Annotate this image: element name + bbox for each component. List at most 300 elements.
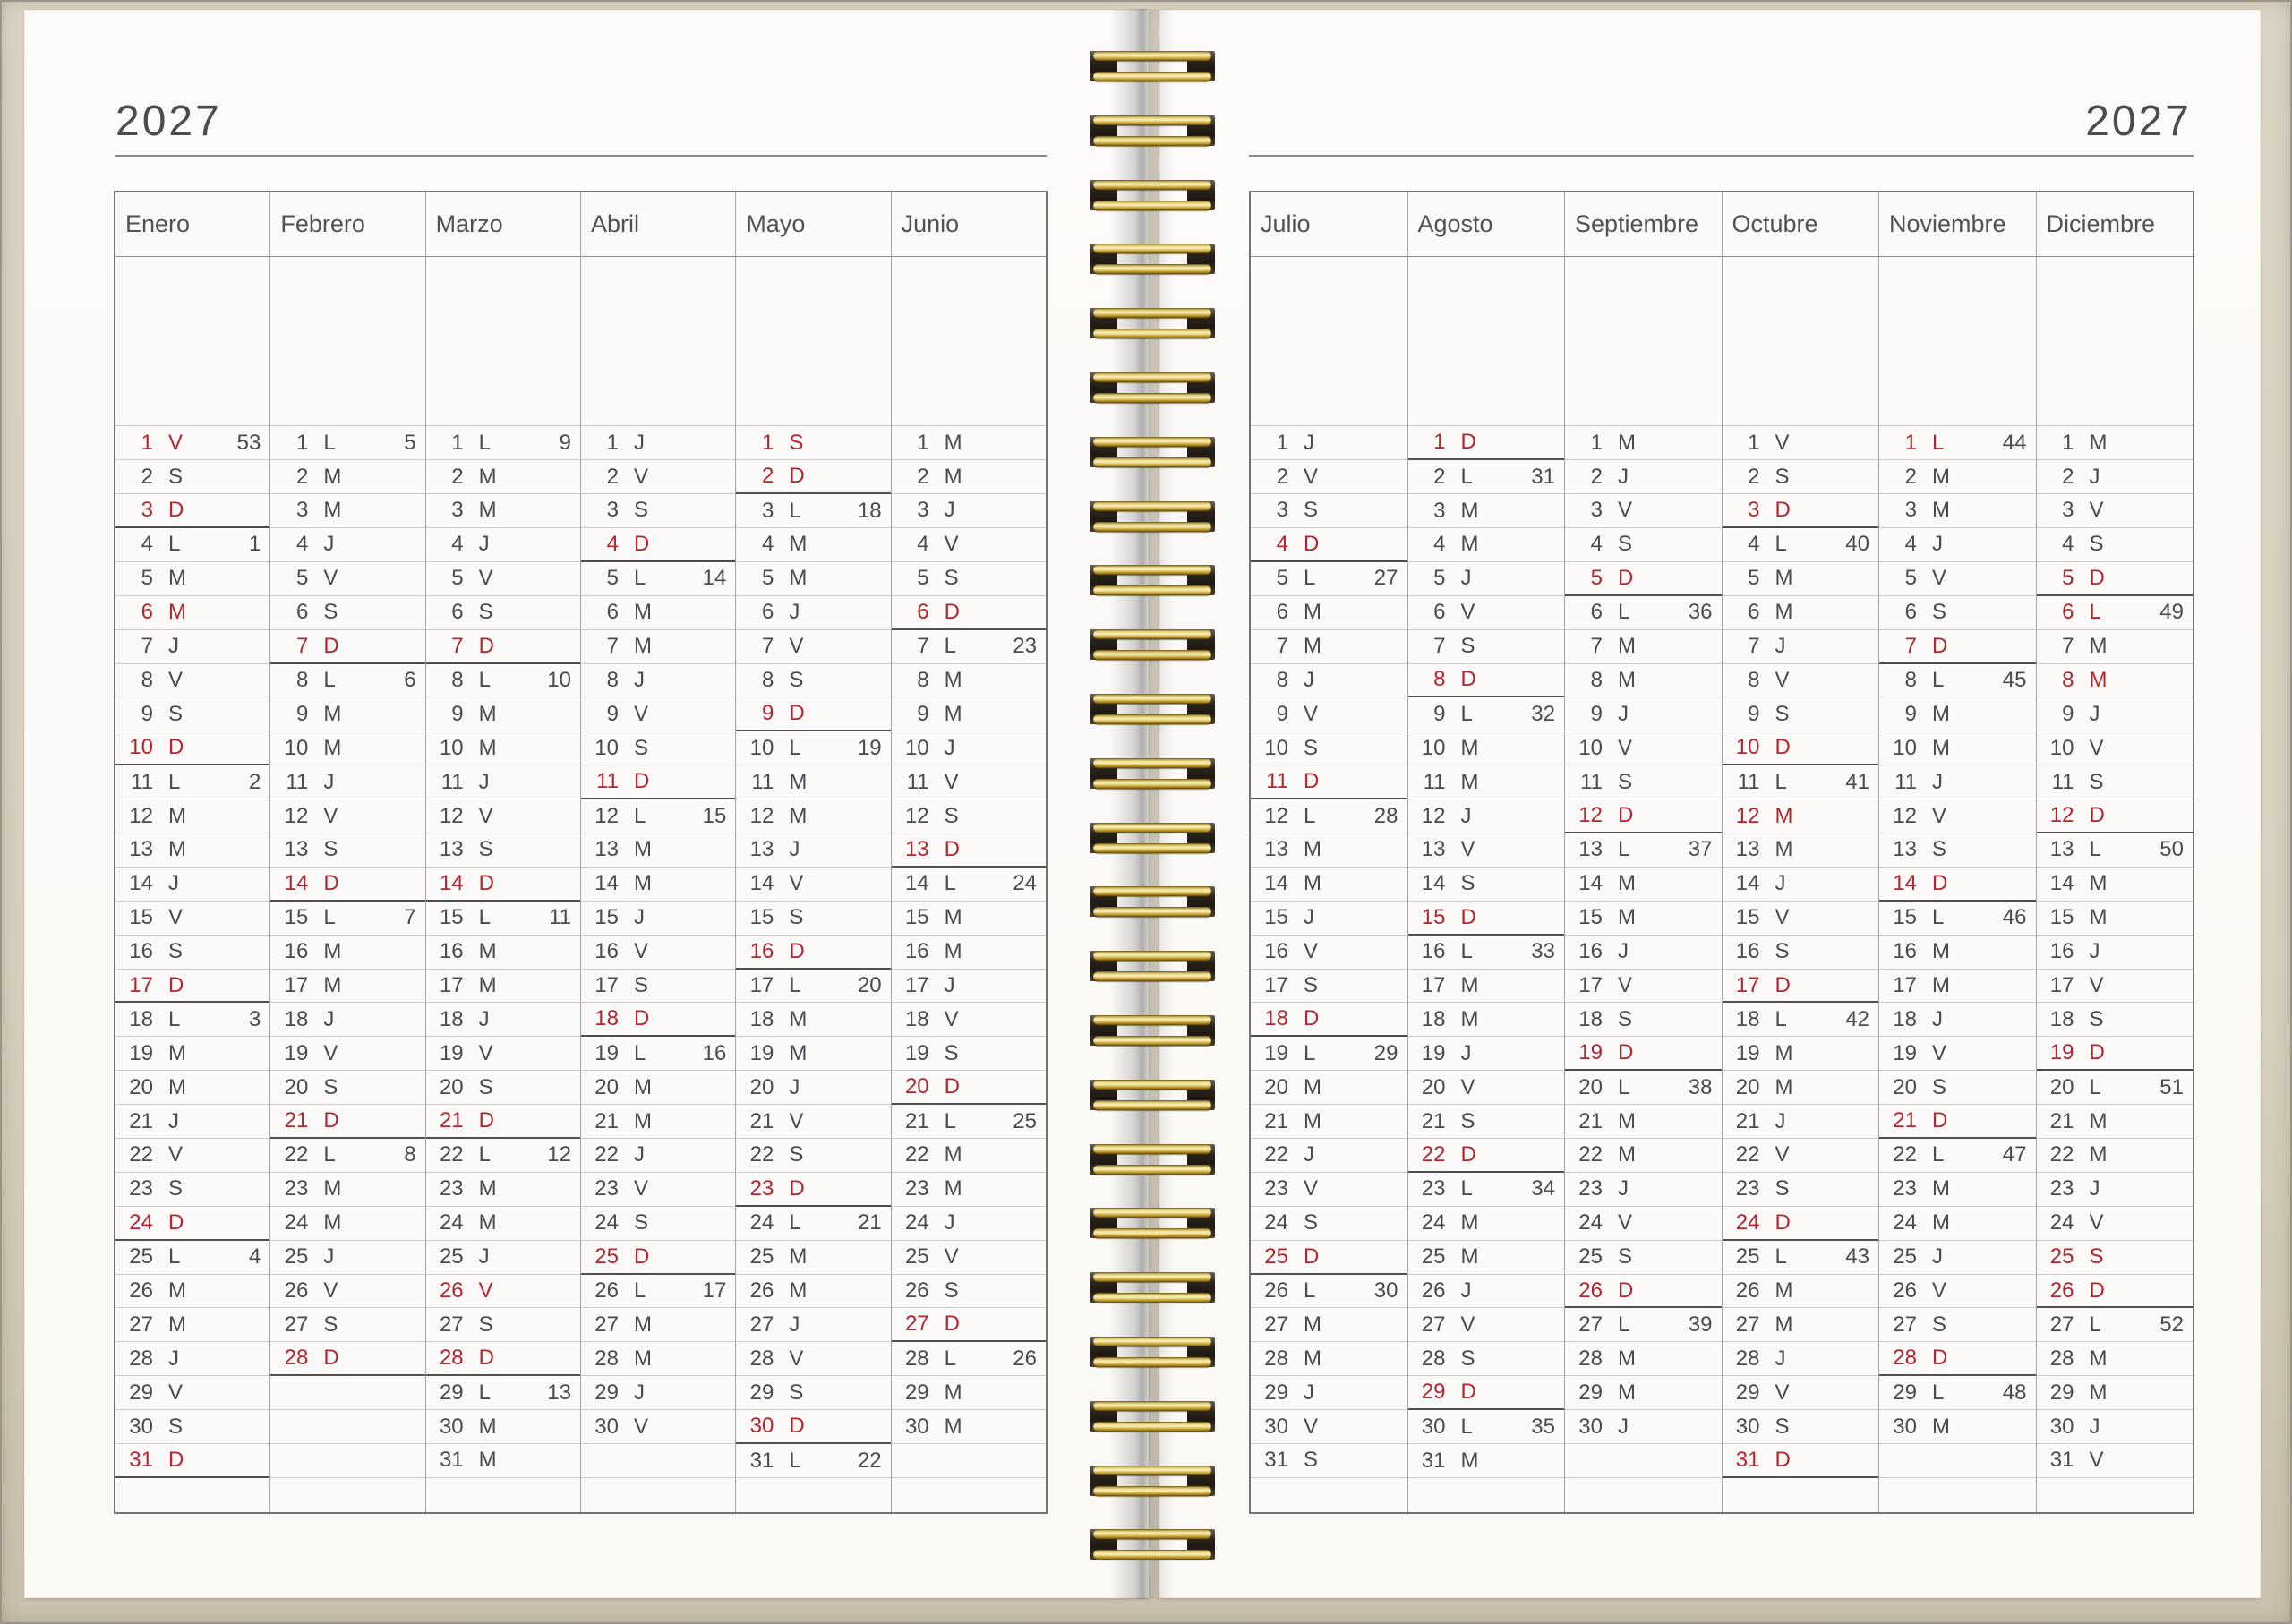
week-number: 24 bbox=[1013, 871, 1037, 896]
column-filler-row bbox=[892, 1478, 1046, 1512]
day-number: 16 bbox=[749, 938, 774, 963]
weekday-letter: V bbox=[633, 701, 648, 726]
day-number: 17 bbox=[594, 972, 619, 997]
weekday-letter: L bbox=[323, 430, 336, 455]
day-row bbox=[581, 1139, 735, 1173]
weekday-letter: S bbox=[2089, 769, 2104, 794]
day-number: 1 bbox=[451, 430, 464, 455]
day-number: 3 bbox=[1590, 498, 1603, 523]
day-number: 7 bbox=[1748, 634, 1760, 659]
day-number: 28 bbox=[2049, 1346, 2074, 1371]
day-row bbox=[1723, 1308, 1879, 1342]
day-number: 31 bbox=[1264, 1448, 1288, 1473]
weekday-letter: S bbox=[1932, 600, 1947, 625]
day-number: 5 bbox=[141, 566, 153, 591]
weekday-letter: M bbox=[1775, 803, 1793, 828]
day-row bbox=[1723, 596, 1879, 630]
weekday-letter: M bbox=[789, 1040, 808, 1065]
weekday-letter: M bbox=[633, 600, 652, 625]
day-number: 28 bbox=[284, 1346, 309, 1371]
day-number: 25 bbox=[904, 1244, 929, 1269]
column-filler-row bbox=[1723, 1478, 1879, 1512]
day-row bbox=[1251, 731, 1407, 765]
month-notes-area bbox=[1408, 257, 1565, 426]
day-row bbox=[115, 731, 269, 765]
weekday-letter: M bbox=[1460, 498, 1479, 523]
weekday-letter: J bbox=[1460, 803, 1472, 828]
weekday-letter: S bbox=[944, 1278, 959, 1303]
day-number: 10 bbox=[129, 735, 153, 760]
weekday-letter: M bbox=[1460, 1210, 1479, 1235]
week-number: 14 bbox=[702, 566, 727, 591]
weekday-letter: L bbox=[478, 430, 492, 455]
day-row bbox=[1408, 1241, 1565, 1275]
day-row bbox=[1408, 460, 1565, 494]
day-number: 19 bbox=[749, 1040, 774, 1065]
empty-day-row bbox=[270, 1444, 424, 1478]
day-number: 15 bbox=[284, 905, 309, 930]
day-row bbox=[426, 970, 580, 1004]
day-row bbox=[1879, 1003, 2036, 1037]
day-number: 3 bbox=[1433, 498, 1446, 523]
day-number: 1 bbox=[1904, 430, 1917, 455]
day-number: 15 bbox=[129, 905, 153, 930]
day-number: 16 bbox=[1578, 939, 1603, 964]
day-row bbox=[115, 970, 269, 1004]
day-row bbox=[1408, 426, 1565, 460]
day-number: 31 bbox=[749, 1448, 774, 1473]
day-number: 19 bbox=[129, 1040, 153, 1065]
week-number: 37 bbox=[1688, 837, 1713, 862]
day-row bbox=[892, 765, 1046, 799]
weekday-letter: J bbox=[1618, 464, 1629, 489]
day-row bbox=[270, 902, 424, 936]
week-number: 1 bbox=[248, 532, 261, 557]
day-number: 4 bbox=[2062, 532, 2074, 557]
day-row bbox=[892, 1241, 1046, 1275]
weekday-letter: S bbox=[1460, 1108, 1475, 1133]
weekday-letter: L bbox=[168, 532, 181, 557]
day-row bbox=[1408, 1173, 1565, 1207]
day-number: 18 bbox=[2049, 1006, 2074, 1031]
weekday-letter: J bbox=[2089, 1414, 2100, 1439]
weekday-letter: D bbox=[1775, 1448, 1791, 1472]
week-number: 16 bbox=[702, 1040, 727, 1065]
week-number: 51 bbox=[2159, 1074, 2184, 1099]
day-row bbox=[1565, 1308, 1722, 1342]
day-number: 3 bbox=[917, 498, 929, 523]
day-row bbox=[270, 630, 424, 664]
weekday-letter: J bbox=[478, 769, 490, 794]
day-row bbox=[2037, 664, 2194, 698]
day-number: 10 bbox=[749, 735, 774, 760]
day-row bbox=[736, 630, 890, 664]
day-row bbox=[1408, 799, 1565, 833]
weekday-letter: L bbox=[789, 973, 801, 997]
day-row bbox=[1879, 1173, 2036, 1207]
day-number: 13 bbox=[1735, 837, 1760, 862]
weekday-letter: M bbox=[1932, 498, 1950, 523]
weekday-letter: J bbox=[1618, 1176, 1629, 1201]
weekday-letter: L bbox=[1304, 1278, 1316, 1303]
day-row bbox=[892, 902, 1046, 936]
day-number: 23 bbox=[1421, 1176, 1446, 1201]
weekday-letter: S bbox=[1932, 837, 1947, 862]
month-column-octubre bbox=[1723, 192, 1880, 1512]
weekday-letter: M bbox=[1618, 634, 1636, 659]
day-number: 2 bbox=[606, 464, 619, 489]
weekday-letter: D bbox=[789, 938, 805, 963]
weekday-letter: J bbox=[1304, 905, 1314, 930]
weekday-letter: S bbox=[633, 1210, 648, 1235]
weekday-letter: L bbox=[1618, 1074, 1630, 1099]
day-row bbox=[1723, 1173, 1879, 1207]
day-row bbox=[115, 765, 269, 799]
weekday-letter: V bbox=[1460, 1312, 1475, 1337]
weekday-letter: L bbox=[478, 1142, 492, 1167]
day-row bbox=[2037, 1241, 2194, 1275]
day-row bbox=[1723, 697, 1879, 731]
day-number: 8 bbox=[451, 667, 464, 692]
day-number: 9 bbox=[1748, 701, 1760, 726]
day-row bbox=[1723, 460, 1879, 494]
day-row bbox=[736, 902, 890, 936]
weekday-letter: M bbox=[1932, 939, 1950, 964]
day-number: 24 bbox=[1735, 1209, 1760, 1235]
weekday-letter: M bbox=[944, 430, 962, 455]
day-number: 14 bbox=[1735, 871, 1760, 896]
month-notes-area bbox=[581, 257, 735, 426]
day-row bbox=[581, 1410, 735, 1444]
weekday-letter: M bbox=[1775, 1074, 1793, 1099]
day-row bbox=[1408, 936, 1565, 970]
day-row bbox=[892, 1275, 1046, 1309]
day-number: 17 bbox=[1578, 972, 1603, 997]
day-number: 23 bbox=[749, 1175, 774, 1201]
weekday-letter: M bbox=[323, 498, 342, 523]
day-row bbox=[1879, 630, 2036, 664]
day-number: 8 bbox=[141, 667, 153, 692]
day-number: 20 bbox=[1264, 1074, 1288, 1099]
weekday-letter: S bbox=[168, 1176, 184, 1201]
column-filler-row bbox=[270, 1478, 424, 1512]
weekday-letter: M bbox=[478, 972, 497, 997]
weekday-letter: M bbox=[1304, 871, 1321, 896]
day-row bbox=[1565, 1139, 1722, 1173]
weekday-letter: L bbox=[168, 769, 181, 794]
weekday-letter: S bbox=[323, 837, 338, 862]
day-number: 29 bbox=[1735, 1380, 1760, 1405]
day-number: 25 bbox=[1578, 1244, 1603, 1269]
weekday-letter: L bbox=[2089, 1312, 2101, 1337]
day-row bbox=[1251, 494, 1407, 528]
weekday-letter: V bbox=[2089, 735, 2104, 760]
day-number: 3 bbox=[1748, 498, 1760, 522]
weekday-letter: V bbox=[1304, 464, 1319, 489]
weekday-letter: L bbox=[1775, 532, 1787, 557]
day-number: 13 bbox=[594, 837, 619, 862]
day-number: 1 bbox=[2062, 430, 2074, 455]
weekday-letter: L bbox=[2089, 600, 2101, 625]
weekday-letter: D bbox=[944, 599, 960, 624]
day-number: 6 bbox=[1276, 600, 1288, 625]
weekday-letter: S bbox=[1304, 735, 1319, 760]
weekday-letter: J bbox=[789, 1074, 800, 1099]
weekday-letter: D bbox=[1618, 803, 1634, 828]
day-number: 2 bbox=[1276, 464, 1288, 489]
day-number: 19 bbox=[1578, 1040, 1603, 1065]
day-row bbox=[1565, 1376, 1722, 1410]
day-number: 10 bbox=[594, 735, 619, 760]
weekday-letter: M bbox=[2089, 1346, 2108, 1371]
month-column-agosto bbox=[1408, 192, 1566, 1512]
day-row bbox=[1251, 1173, 1407, 1207]
day-row bbox=[1251, 1241, 1407, 1275]
day-number: 27 bbox=[2049, 1312, 2074, 1337]
weekday-letter: M bbox=[1460, 1006, 1479, 1031]
week-number: 28 bbox=[1373, 803, 1398, 828]
day-number: 17 bbox=[2049, 972, 2074, 997]
day-number: 20 bbox=[1893, 1074, 1917, 1099]
day-row bbox=[1723, 868, 1879, 902]
month-notes-area bbox=[892, 257, 1046, 426]
day-row bbox=[1565, 1105, 1722, 1139]
day-number: 10 bbox=[284, 735, 309, 760]
day-row bbox=[892, 562, 1046, 596]
day-number: 3 bbox=[1276, 498, 1288, 523]
weekday-letter: M bbox=[1460, 532, 1479, 557]
day-row bbox=[426, 1376, 580, 1410]
day-row bbox=[1251, 1003, 1407, 1037]
weekday-letter: D bbox=[1304, 769, 1320, 794]
day-number: 17 bbox=[1735, 972, 1760, 997]
day-number: 20 bbox=[594, 1074, 619, 1099]
weekday-letter: S bbox=[1304, 1448, 1319, 1473]
weekday-letter: S bbox=[323, 1074, 338, 1099]
day-row bbox=[736, 1376, 890, 1410]
day-number: 8 bbox=[1276, 667, 1288, 692]
day-row bbox=[892, 1105, 1046, 1139]
weekday-letter: V bbox=[1775, 1142, 1790, 1167]
weekday-letter: V bbox=[1618, 498, 1633, 523]
weekday-letter: L bbox=[323, 1142, 336, 1167]
weekday-letter: J bbox=[1775, 871, 1786, 896]
weekday-letter: M bbox=[1460, 973, 1479, 997]
day-row bbox=[2037, 833, 2194, 868]
day-row bbox=[270, 1037, 424, 1071]
empty-day-row bbox=[270, 1376, 424, 1410]
weekday-letter: M bbox=[633, 871, 652, 896]
day-row bbox=[426, 1444, 580, 1478]
day-row bbox=[736, 460, 890, 494]
weekday-letter: S bbox=[1932, 1074, 1947, 1099]
day-row bbox=[736, 1342, 890, 1376]
day-row bbox=[1879, 1241, 2036, 1275]
day-number: 14 bbox=[1893, 870, 1917, 895]
day-row bbox=[1879, 1037, 2036, 1071]
weekday-letter: D bbox=[2089, 803, 2105, 828]
weekday-letter: D bbox=[323, 870, 339, 895]
day-number: 24 bbox=[594, 1210, 619, 1235]
day-row bbox=[426, 460, 580, 494]
weekday-letter: V bbox=[168, 1380, 184, 1405]
weekday-letter: J bbox=[1775, 634, 1786, 659]
weekday-letter: M bbox=[1932, 1176, 1950, 1201]
weekday-letter: D bbox=[323, 633, 339, 658]
day-row bbox=[1565, 1071, 1722, 1105]
day-row bbox=[892, 1308, 1046, 1342]
weekday-letter: V bbox=[789, 1108, 804, 1133]
day-number: 3 bbox=[141, 498, 153, 522]
day-row bbox=[1408, 1410, 1565, 1444]
day-row bbox=[892, 664, 1046, 698]
day-number: 22 bbox=[749, 1142, 774, 1167]
week-number: 46 bbox=[2002, 905, 2027, 930]
week-number: 32 bbox=[1531, 701, 1555, 726]
day-number: 12 bbox=[904, 803, 929, 828]
month-column-marzo bbox=[426, 192, 581, 1512]
day-number: 19 bbox=[2049, 1040, 2074, 1065]
day-number: 16 bbox=[284, 939, 309, 964]
month-name-label: Septiembre bbox=[1565, 192, 1722, 257]
week-number: 6 bbox=[404, 667, 416, 692]
day-row bbox=[1251, 902, 1407, 936]
day-number: 24 bbox=[1578, 1210, 1603, 1235]
day-number: 28 bbox=[1893, 1346, 1917, 1371]
day-number: 24 bbox=[1893, 1210, 1917, 1235]
year-underline-right bbox=[1249, 155, 2194, 157]
weekday-letter: J bbox=[633, 905, 645, 930]
day-number: 2 bbox=[451, 464, 464, 489]
weekday-letter: L bbox=[1775, 1006, 1787, 1031]
weekday-letter: D bbox=[168, 498, 184, 522]
empty-day-row bbox=[270, 1410, 424, 1444]
day-number: 2 bbox=[295, 464, 309, 489]
day-number: 7 bbox=[917, 634, 929, 659]
day-number: 30 bbox=[1421, 1414, 1446, 1439]
week-number: 23 bbox=[1013, 634, 1037, 659]
day-row bbox=[1565, 1207, 1722, 1241]
weekday-letter: J bbox=[789, 837, 800, 862]
weekday-letter: S bbox=[789, 1380, 804, 1405]
weekday-letter: M bbox=[323, 735, 342, 760]
day-row bbox=[1723, 731, 1879, 765]
day-row bbox=[581, 1275, 735, 1309]
weekday-letter: J bbox=[1932, 532, 1943, 557]
weekday-letter: M bbox=[944, 939, 962, 964]
day-number: 15 bbox=[2049, 905, 2074, 930]
day-number: 4 bbox=[1904, 532, 1917, 557]
day-row bbox=[1723, 630, 1879, 664]
weekday-letter: J bbox=[1618, 1414, 1629, 1439]
day-number: 24 bbox=[1264, 1210, 1288, 1235]
weekday-letter: D bbox=[1618, 565, 1634, 590]
week-number: 33 bbox=[1531, 939, 1555, 964]
column-filler-row bbox=[115, 1478, 269, 1512]
day-row bbox=[736, 664, 890, 698]
day-number: 2 bbox=[1748, 464, 1760, 489]
day-row bbox=[581, 1308, 735, 1342]
day-row bbox=[2037, 528, 2194, 562]
day-row bbox=[2037, 868, 2194, 902]
day-row bbox=[115, 630, 269, 664]
weekday-letter: J bbox=[1775, 1346, 1786, 1371]
day-number: 15 bbox=[439, 905, 464, 930]
weekday-letter: D bbox=[1304, 1244, 1320, 1269]
day-row bbox=[115, 664, 269, 698]
day-number: 26 bbox=[1264, 1278, 1288, 1303]
weekday-letter: M bbox=[1460, 1244, 1479, 1269]
week-number: 42 bbox=[1845, 1006, 1869, 1031]
month-name-label: Octubre bbox=[1723, 192, 1879, 257]
weekday-letter: S bbox=[1775, 939, 1790, 964]
day-row bbox=[1879, 426, 2036, 460]
day-row bbox=[1565, 833, 1722, 868]
day-row bbox=[426, 1207, 580, 1241]
day-row bbox=[1565, 1003, 1722, 1037]
day-row bbox=[270, 528, 424, 562]
day-number: 29 bbox=[1421, 1380, 1446, 1405]
day-row bbox=[426, 1105, 580, 1139]
day-number: 5 bbox=[1904, 566, 1917, 591]
weekday-letter: D bbox=[633, 1006, 650, 1031]
day-number: 23 bbox=[2049, 1176, 2074, 1201]
weekday-letter: S bbox=[478, 1074, 493, 1099]
weekday-letter: S bbox=[1618, 532, 1633, 557]
weekday-letter: V bbox=[2089, 1210, 2104, 1235]
day-row bbox=[1251, 460, 1407, 494]
weekday-letter: V bbox=[1304, 1176, 1319, 1201]
day-row bbox=[581, 562, 735, 596]
weekday-letter: J bbox=[944, 1210, 955, 1235]
weekday-letter: S bbox=[323, 600, 338, 625]
day-row bbox=[1723, 528, 1879, 562]
day-row bbox=[1879, 528, 2036, 562]
month-column-noviembre bbox=[1879, 192, 2037, 1512]
weekday-letter: D bbox=[633, 1244, 650, 1269]
weekday-letter: J bbox=[478, 1244, 490, 1269]
day-number: 11 bbox=[286, 769, 309, 794]
day-row bbox=[270, 562, 424, 596]
month-notes-area bbox=[426, 257, 580, 426]
week-number: 50 bbox=[2159, 837, 2184, 862]
weekday-letter: S bbox=[633, 498, 648, 523]
weekday-letter: L bbox=[1304, 803, 1316, 828]
day-row bbox=[2037, 1139, 2194, 1173]
day-number: 28 bbox=[129, 1346, 153, 1371]
day-row bbox=[1408, 1275, 1565, 1309]
weekday-letter: D bbox=[789, 1175, 805, 1201]
day-row bbox=[426, 1037, 580, 1071]
day-row bbox=[581, 731, 735, 765]
day-number: 20 bbox=[439, 1074, 464, 1099]
weekday-letter: V bbox=[1775, 1380, 1790, 1405]
day-number: 6 bbox=[451, 600, 464, 625]
day-row bbox=[1408, 562, 1565, 596]
day-number: 20 bbox=[1578, 1074, 1603, 1099]
day-row bbox=[115, 1207, 269, 1241]
month-notes-area bbox=[1565, 257, 1722, 426]
weekday-letter: M bbox=[478, 939, 497, 964]
weekday-letter: V bbox=[478, 803, 493, 828]
day-number: 20 bbox=[904, 1074, 929, 1099]
day-number: 16 bbox=[1893, 939, 1917, 964]
day-row bbox=[892, 460, 1046, 494]
day-row bbox=[1251, 936, 1407, 970]
day-row bbox=[426, 799, 580, 833]
weekday-letter: M bbox=[944, 1414, 962, 1439]
day-row bbox=[1408, 970, 1565, 1004]
